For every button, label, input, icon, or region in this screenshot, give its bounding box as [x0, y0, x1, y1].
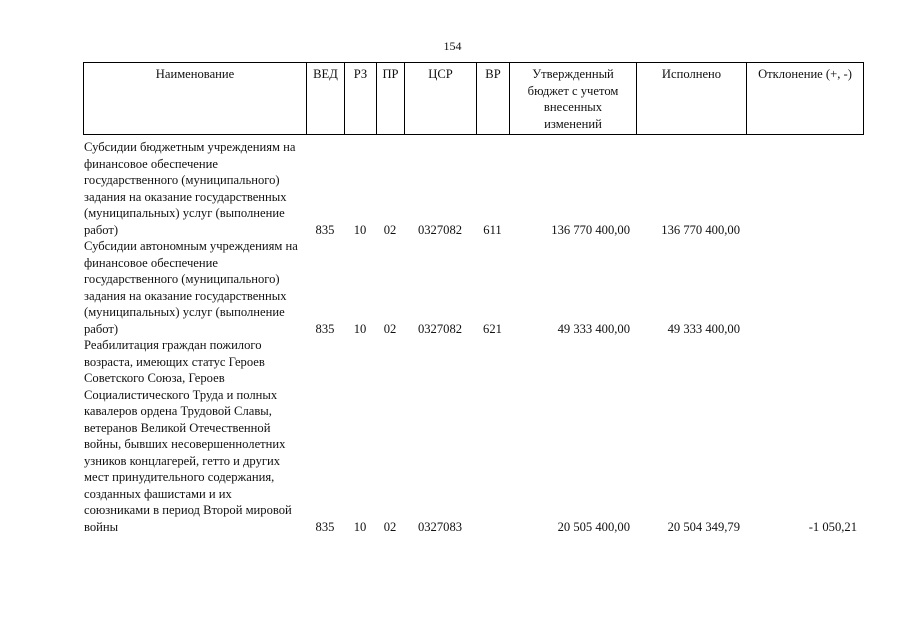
- row-ved: 835: [315, 321, 335, 336]
- row-executed: 20 504 349,79: [667, 519, 740, 534]
- row-name: Субсидии автономным учреждениям на финансовое обеспечение государственного (муниципального) задания на оказание государственных (муниципальных) услуг (выполнение работ): [84, 239, 298, 336]
- table-header: [83, 62, 864, 135]
- header-approved: Утвержденный бюджет с учетом внесенных изменений: [510, 63, 637, 134]
- row-rz: 10: [353, 222, 367, 237]
- row-pr: 02: [383, 222, 397, 237]
- row-csr: 0327082: [417, 321, 463, 336]
- row-deviation: -1 050,21: [808, 519, 857, 534]
- header-csr: ЦСР: [405, 63, 477, 134]
- row-approved: 136 770 400,00: [551, 222, 630, 237]
- row-name: Реабилитация граждан пожилого возраста, имеющих статус Героев Советского Союза, Героев Социалистического Труда и полных кавалеров ордена Трудовой Славы, ветеранов Великой Отечественной войны, бывших несовершеннолетних узников концлагерей, гетто и других мест принудительного содержания, созданных фашистами и их союзниками в период Второй мировой войны: [84, 338, 292, 534]
- header-rz: РЗ: [345, 63, 377, 134]
- table-row: [83, 139, 864, 238]
- row-vr: 611: [483, 222, 502, 237]
- row-pr: 02: [383, 519, 397, 534]
- budget-table: [83, 62, 864, 535]
- header-name: Наименование: [84, 63, 307, 134]
- row-executed: 136 770 400,00: [661, 222, 740, 237]
- header-ved: ВЕД: [307, 63, 345, 134]
- row-executed: 49 333 400,00: [667, 321, 740, 336]
- row-vr: 621: [483, 321, 502, 336]
- row-rz: 10: [353, 321, 367, 336]
- row-pr: 02: [383, 321, 397, 336]
- row-csr: 0327082: [417, 222, 463, 237]
- row-ved: 835: [315, 222, 335, 237]
- row-approved: 20 505 400,00: [557, 519, 630, 534]
- row-csr: 0327083: [417, 519, 463, 534]
- row-rz: 10: [353, 519, 367, 534]
- page-number: 154: [443, 39, 462, 53]
- table-row: [83, 337, 864, 535]
- header-vr: ВР: [477, 63, 510, 134]
- table-row: [83, 238, 864, 337]
- row-name: Субсидии бюджетным учреждениям на финансовое обеспечение государственного (муниципального) задания на оказание государственных (муниципальных) услуг (выполнение работ): [84, 140, 296, 237]
- row-approved: 49 333 400,00: [557, 321, 630, 336]
- header-deviation: Отклонение (+, -): [747, 63, 864, 134]
- header-executed: Исполнено: [637, 63, 747, 134]
- header-pr: ПР: [377, 63, 405, 134]
- row-ved: 835: [315, 519, 335, 534]
